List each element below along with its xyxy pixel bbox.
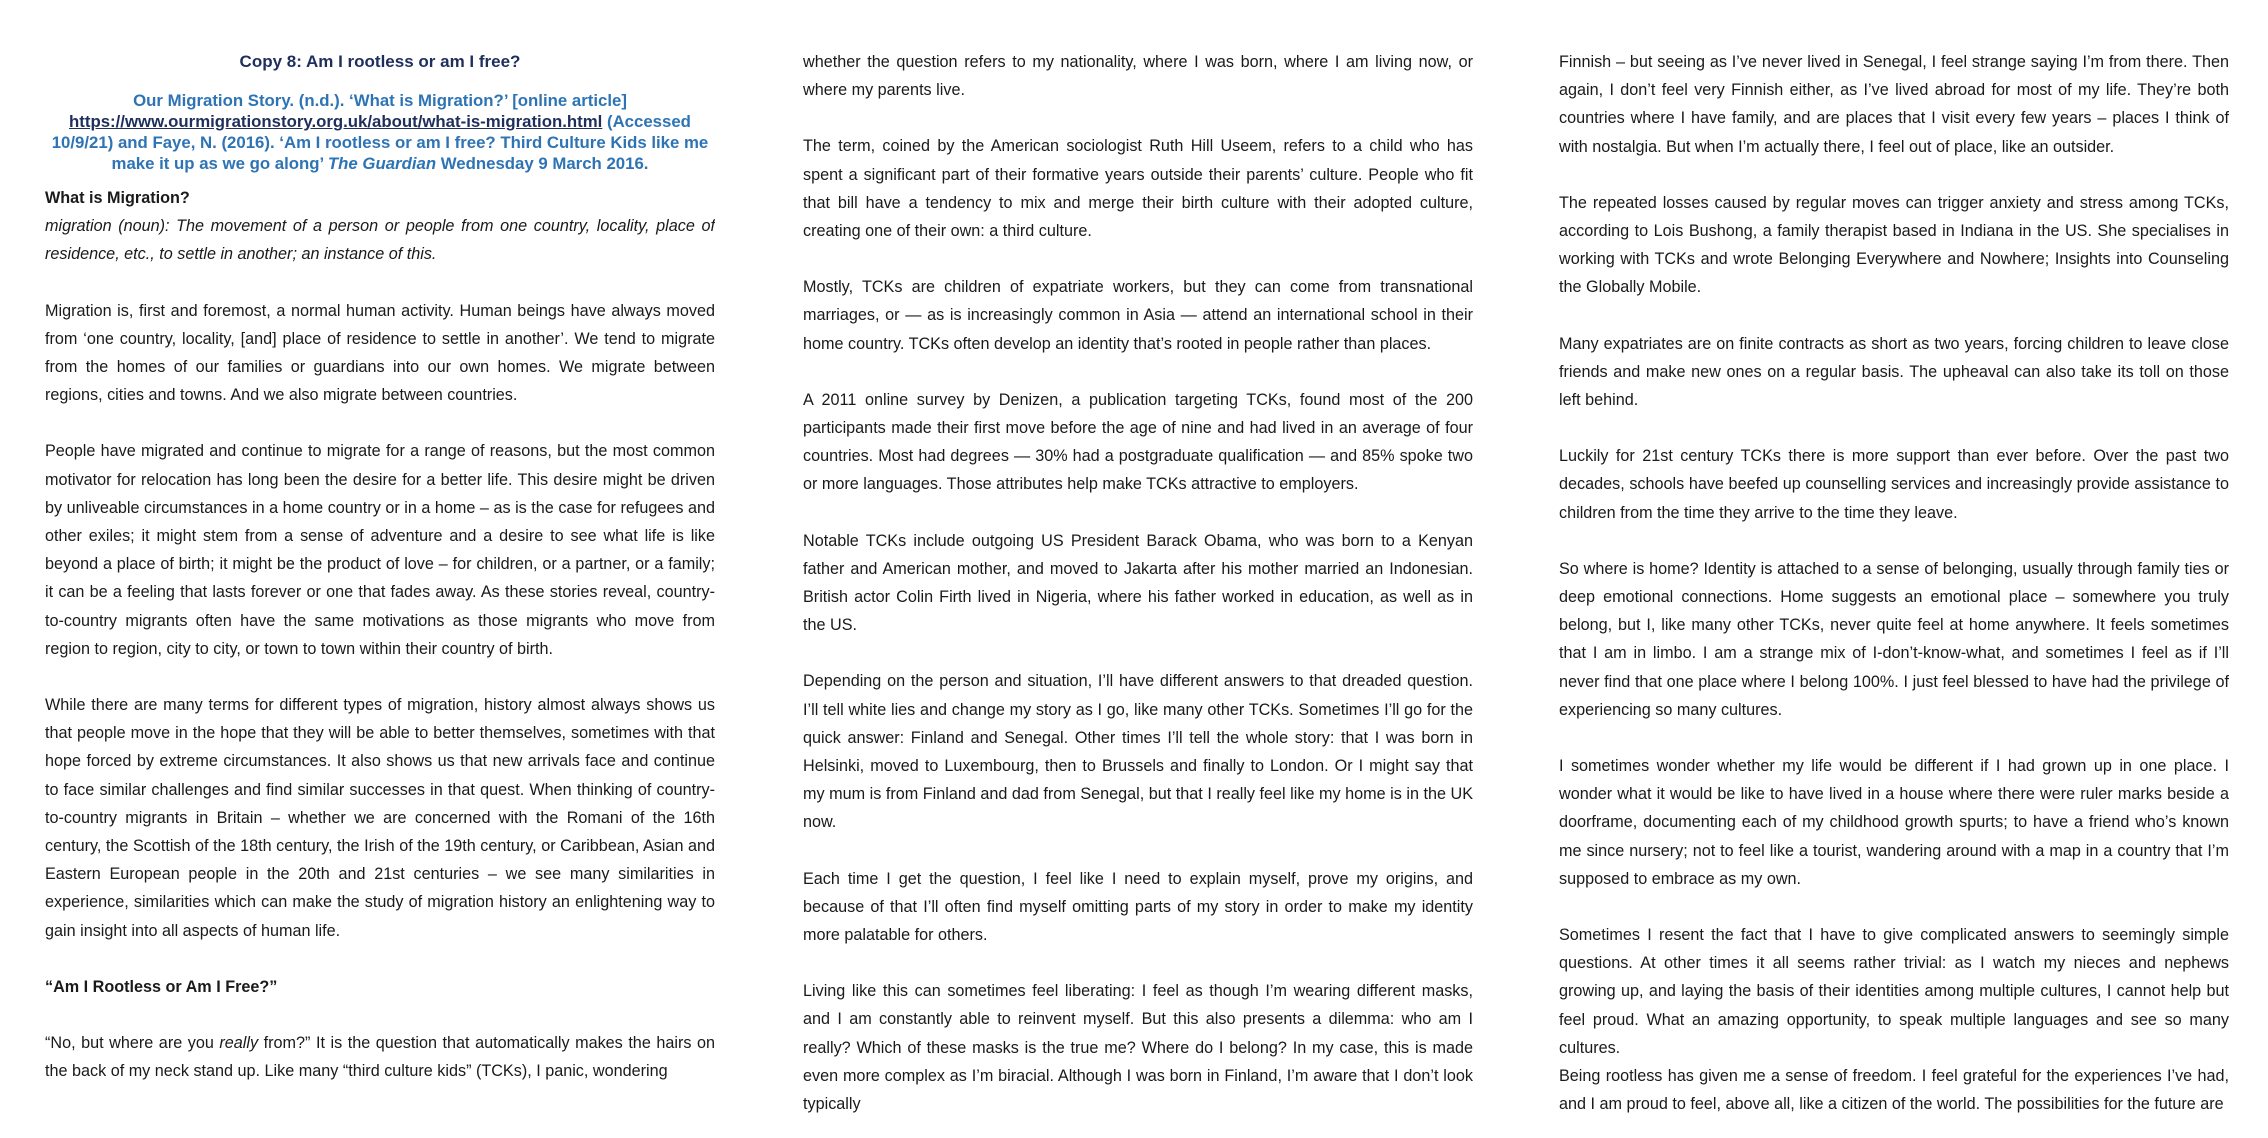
opening-emphasis: really <box>219 1034 259 1053</box>
paragraph: Luckily for 21st century TCKs there is more support than ever before. Over the past two decades, schools have beefed up counselling services and increasingly provide assistance to children from the time they arrive to the time they leave. <box>1559 447 2229 522</box>
paragraph: Migration is, first and foremost, a normal human activity. Human beings have always moved from ‘one country, locality, [and] place of residence to settle in another’. We tend to migrate from the homes of our families or guardians into our own homes. We migrate between regions, cities and towns. And we also migrate between countries. <box>45 301 715 405</box>
paragraph: The repeated losses caused by regular moves can trigger anxiety and stress among TCKs, according to Lois Bushong, a family therapist based in Indiana in the US. She specialises in working with TCKs and wrote Belonging Everywhere and Nowhere; Insights into Counseling the Globally Mobile. <box>1559 193 2229 297</box>
section-heading-migration: What is Migration? <box>45 189 190 207</box>
document-column-1 <box>45 44 715 1134</box>
paragraph: Finnish – but seeing as I’ve never lived in Senegal, I feel strange saying I’m from there. Then again, I don’t feel very Finnish either, as I’ve lived abroad for most of my life. They’re both countries where I have family, and are places that I visit every few years – places I think of with nostalgia. But when I’m actually there, I feel out of place, like an outsider. <box>1559 53 2229 156</box>
paragraph: Mostly, TCKs are children of expatriate workers, but they can come from transnational marriages, or — as is increasingly common in Asia — attend an international school in their home country. TCKs often develop an identity that’s rooted in people rather than places. <box>803 278 1473 353</box>
article-opening-paragraph <box>45 1029 715 1085</box>
opening-text-before: “No, but where are you <box>45 1034 220 1053</box>
paragraph: Notable TCKs include outgoing US President Barack Obama, who was born to a Kenyan father and American mother, and moved to Jakarta after his mother married an Indonesian. British actor Colin Firth lived in Nigeria, where his father worked in education, as well as in the US. <box>803 531 1473 635</box>
section-heading-rootless: “Am I Rootless or Am I Free?” <box>45 977 278 996</box>
paragraph: Living like this can sometimes feel liberating: I feel as though I’m wearing different masks, and I am constantly able to reinvent myself. But this also presents a dilemma: who am I really? Which of these masks is the true me? Where do I belong? In my case, this is made even more complex as I’m biracial. Although I was born in Finland, I’m aware that I don’t look typically <box>803 982 1473 1114</box>
paragraph: Depending on the person and situation, I’ll have different answers to that dreaded question. I’ll tell white lies and change my story as I go, like many other TCKs. Sometimes I’ll go for the quick answer: Finland and Senegal. Other times I’ll tell the whole story: that I was born in Helsinki, moved to Luxembourg, then to Brussels and finally to London. Or I might say that my mum is from Finland and dad from Senegal, but that I really feel like my home is in the UK now. <box>803 672 1473 832</box>
document-column-3 <box>1559 48 2229 1138</box>
paragraph: People have migrated and continue to migrate for a range of reasons, but the most common motivator for relocation has long been the desire for a better life. This desire might be driven by unliveable circumstances in a home country or in a home – as is the case for refugees and other exiles; it might stem from a sense of adventure and a desire to see what life is like beyond a place of birth; it might be the product of love – for children, or a partner, or a family; it can be a feeling that lasts forever or one that fades away. As these stories reveal, country-to-country migrants often have the same motivations as those migrants who move from region to region, city to city, or town to town within their country of birth. <box>45 442 715 658</box>
paragraph: The term, coined by the American sociologist Ruth Hill Useem, refers to a child who has spent a significant part of their formative years outside their parents’ culture. People who fit that bill have a tendency to mix and merge their birth culture with their adopted culture, creating one of their own: a third culture. <box>803 137 1473 241</box>
citation-part-1: Our Migration Story. (n.d.). ‘What is Migration?’ [online article] <box>133 91 627 110</box>
document-column-2 <box>803 48 1473 1138</box>
paragraph: Being rootless has given me a sense of freedom. I feel grateful for the experiences I’ve had, and I am proud to feel, above all, like a citizen of the world. The possibilities for the future are <box>1559 1067 2229 1114</box>
paragraph: Many expatriates are on finite contracts as short as two years, forcing children to leave close friends and make new ones on a regular basis. The upheaval can also take its toll on those left behind. <box>1559 334 2229 410</box>
paragraph: whether the question refers to my nationality, where I was born, where I am living now, or where my parents live. <box>803 53 1473 100</box>
citation-part-2: (Accessed 10/9/21) and Faye, N. (2016). ‘Am I rootless or am I free? Third Culture Kids like me make it up as we go along’ <box>51 112 709 173</box>
document-title: Copy 8: Am I rootless or am I free? <box>239 52 521 71</box>
source-citation <box>45 90 715 174</box>
migration-definition: migration (noun): The movement of a person or people from one country, locality, place of residence, etc., to settle in another; an instance of this. <box>45 217 715 264</box>
citation-part-3: Wednesday 9 March 2016. <box>436 154 649 173</box>
paragraph: Sometimes I resent the fact that I have to give complicated answers to seemingly simple questions. At other times it all seems rather trivial: as I watch my nieces and nephews growing up, and laying the basis of their identities among multiple cultures, I cannot help but feel proud. What an amazing opportunity, to speak multiple languages and see so many cultures. <box>1559 926 2229 1057</box>
citation-link[interactable]: https://www.ourmigrationstory.org.uk/about/what-is-migration.html <box>69 112 603 131</box>
paragraph: So where is home? Identity is attached to a sense of belonging, usually through family ties or deep emotional connections. Home suggests an emotional place – somewhere you truly belong, but I, like many other TCKs, never quite feel at home anywhere. It feels sometimes that I am in limbo. I am a strange mix of I-don’t-know-what, and sometimes I feel as if I’ll never find that one place where I belong 100%. I just feel blessed to have had the privilege of experiencing so many cultures. <box>1559 559 2229 719</box>
paragraph: While there are many terms for different types of migration, history almost always shows us that people move in the hope that they will be able to better themselves, sometimes with that hope forced by extreme circumstances. It also shows us that new arrivals face and continue to face similar challenges and find similar successes in that quest. When thinking of country-to-country migrants in Britain – whether we are concerned with the Romani of the 16th century, the Scottish of the 18th century, the Irish of the 19th century, or Caribbean, Asian and Eastern European people in the 20th and 21st centuries – we see many similarities in experience, similarities which can make the study of migration history an enlightening way to gain insight into all aspects of human life. <box>45 696 715 940</box>
citation-source: The Guardian <box>327 154 437 173</box>
opening-text-after: from?” It is the question that automatically makes the hairs on the back of my neck stand up. Like many “third culture kids” (TCKs), I panic, wondering <box>45 1034 715 1081</box>
paragraph: Each time I get the question, I feel like I need to explain myself, prove my origins, and because of that I’ll often find myself omitting parts of my story in order to make my identity more palatable for others. <box>803 869 1473 945</box>
paragraph: I sometimes wonder whether my life would be different if I had grown up in one place. I wonder what it would be like to have lived in a house where there were ruler marks beside a doorframe, documenting each of my childhood growth spurts; to have a friend who’s known me since nursery; not to feel like a tourist, wandering around with a map in a country that I’m supposed to embrace as my own. <box>1559 757 2229 888</box>
paragraph: A 2011 online survey by Denizen, a publication targeting TCKs, found most of the 200 participants made their first move before the age of nine and had lived in an average of four countries. Most had degrees — 30% had a postgraduate qualification — and 85% spoke two or more languages. Those attributes help make TCKs attractive to employers. <box>803 390 1473 494</box>
